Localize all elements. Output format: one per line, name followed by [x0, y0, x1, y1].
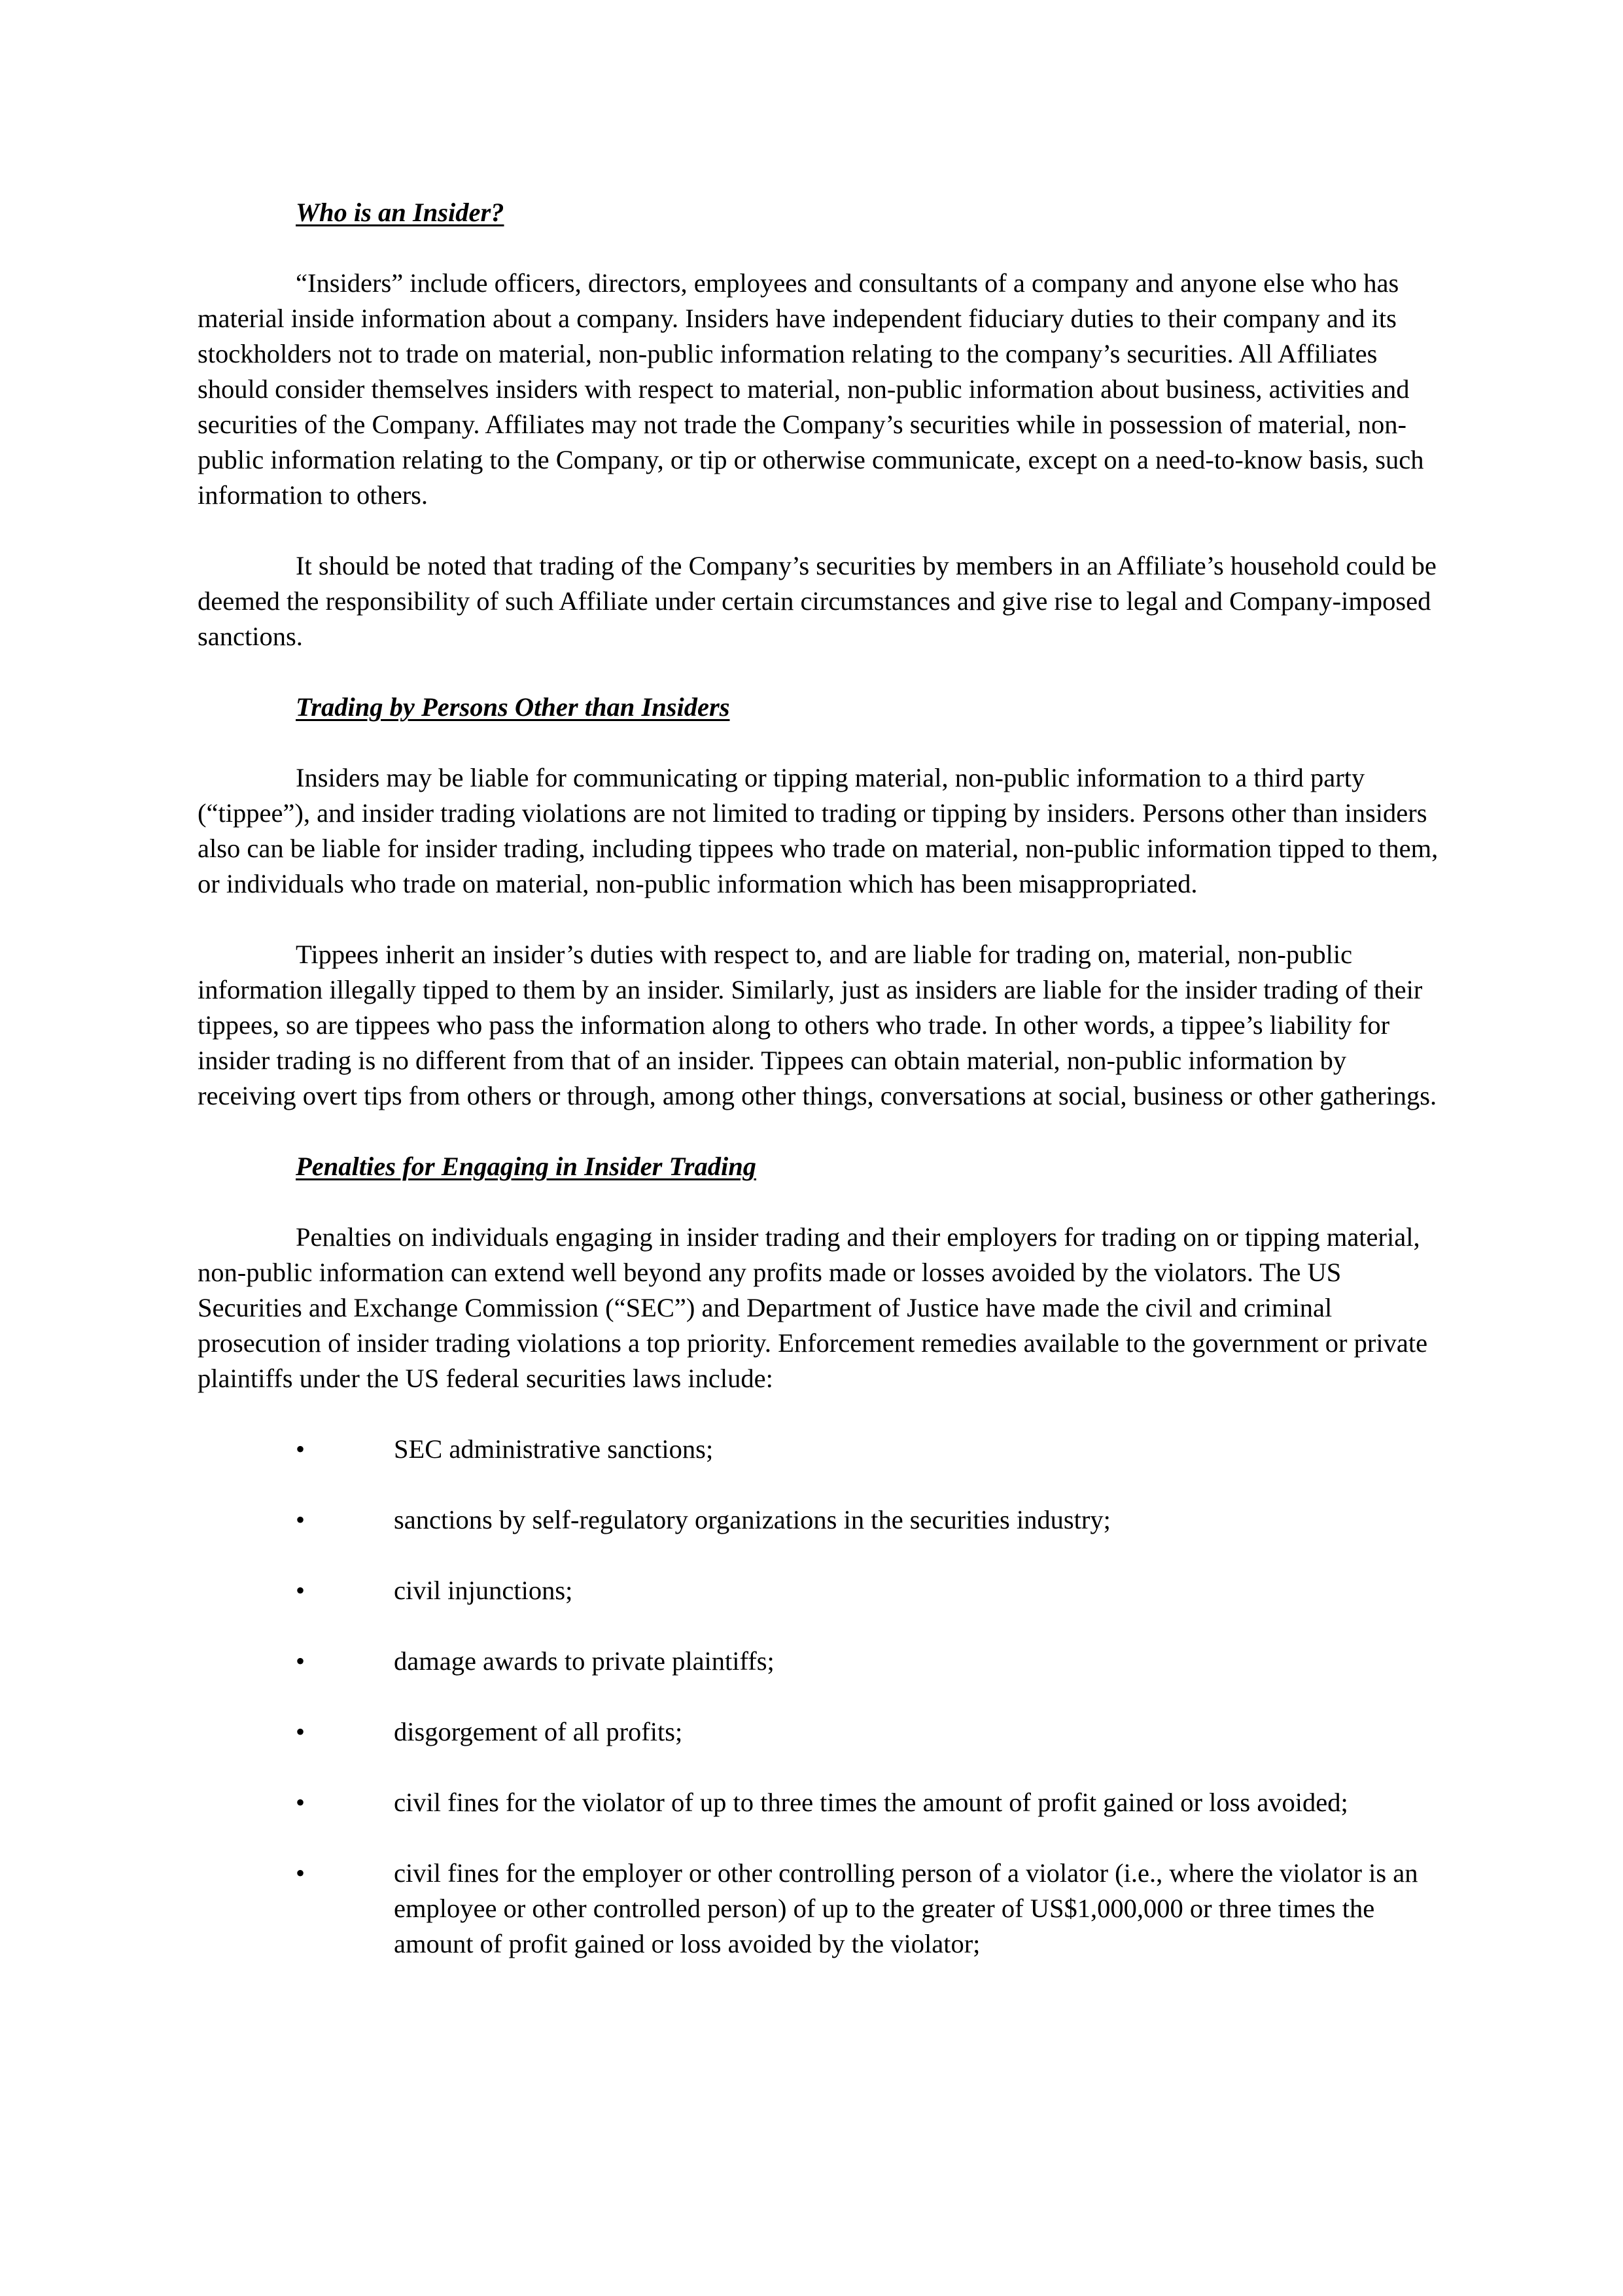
list-item [198, 1502, 1440, 1538]
bullet-icon: • [296, 1434, 305, 1464]
list-item-text: SEC administrative sanctions; [394, 1434, 714, 1464]
list-item [198, 1714, 1440, 1750]
paragraph: Penalties on individuals engaging in insider trading and their employers for trading on or tipping material, non-public information can extend well beyond any profits made or losses avoided by the violators. The US Securities and Exchange Commission (“SEC”) and Department of Justice have made the civil and criminal prosecution of insider trading violations a top priority. Enforcement remedies available to the government or private plaintiffs under the US federal securities laws include: [198, 1222, 1428, 1393]
section-heading-who-is-insider: Who is an Insider? [296, 198, 504, 227]
list-item [198, 1432, 1440, 1467]
paragraph: Insiders may be liable for communicating or tipping material, non-public information to a third party (“tippee”), and insider trading violations are not limited to trading or tipping by insiders. Persons other than insiders also can be liable for insider trading, including tippees who trade on material, non-public information tipped to them, or individuals who trade on material, non-public information which has been misappropriated. [198, 763, 1439, 898]
section-heading-trading-by-others: Trading by Persons Other than Insiders [296, 692, 730, 722]
bullet-icon: • [296, 1505, 305, 1534]
remedies-list [198, 1432, 1440, 1962]
bullet-icon: • [296, 1788, 305, 1817]
document-page [198, 195, 1440, 1997]
bullet-icon: • [296, 1576, 305, 1605]
list-item [198, 1644, 1440, 1679]
paragraph: It should be noted that trading of the Company’s securities by members in an Affiliate’s household could be deemed the responsibility of such Affiliate under certain circumstances and give rise to legal and Company-imposed sanctions. [198, 551, 1437, 651]
section-heading-penalties: Penalties for Engaging in Insider Trading [296, 1152, 757, 1181]
list-item [198, 1573, 1440, 1608]
list-item-text: civil fines for the violator of up to three times the amount of profit gained or loss avoided; [394, 1788, 1348, 1817]
bullet-icon: • [296, 1717, 305, 1746]
bullet-icon: • [296, 1646, 305, 1676]
bullet-icon: • [296, 1858, 305, 1888]
list-item [198, 1856, 1440, 1962]
list-item-text: sanctions by self-regulatory organizations in the securities industry; [394, 1505, 1111, 1534]
list-item-text: civil fines for the employer or other controlling person of a violator (i.e., where the violator is an employee or other controlled person) of up to the greater of US$1,000,000 or three times the amount of profit gained or loss avoided by the violator; [394, 1858, 1418, 1958]
paragraph: Tippees inherit an insider’s duties with respect to, and are liable for trading on, material, non-public information illegally tipped to them by an insider. Similarly, just as insiders are liable for the insider trading of their tippees, so are tippees who pass the information along to others who trade. In other words, a tippee’s liability for insider trading is no different from that of an insider. Tippees can obtain material, non-public information by receiving overt tips from others or through, among other things, conversations at social, business or other gatherings. [198, 940, 1437, 1110]
list-item-text: disgorgement of all profits; [394, 1717, 683, 1746]
list-item-text: civil injunctions; [394, 1576, 573, 1605]
paragraph: “Insiders” include officers, directors, employees and consultants of a company and anyone else who has material inside information about a company. Insiders have independent fiduciary duties to their company and its stockholders not to trade on material, non-public information relating to the company’s securities. All Affiliates should consider themselves insiders with respect to material, non-public information about business, activities and securities of the Company. Affiliates may not trade the Company’s securities while in possession of material, non-public information relating to the Company, or tip or otherwise communicate, except on a need-to-know basis, such information to others. [198, 268, 1424, 510]
list-item-text: damage awards to private plaintiffs; [394, 1646, 775, 1676]
list-item [198, 1785, 1440, 1820]
